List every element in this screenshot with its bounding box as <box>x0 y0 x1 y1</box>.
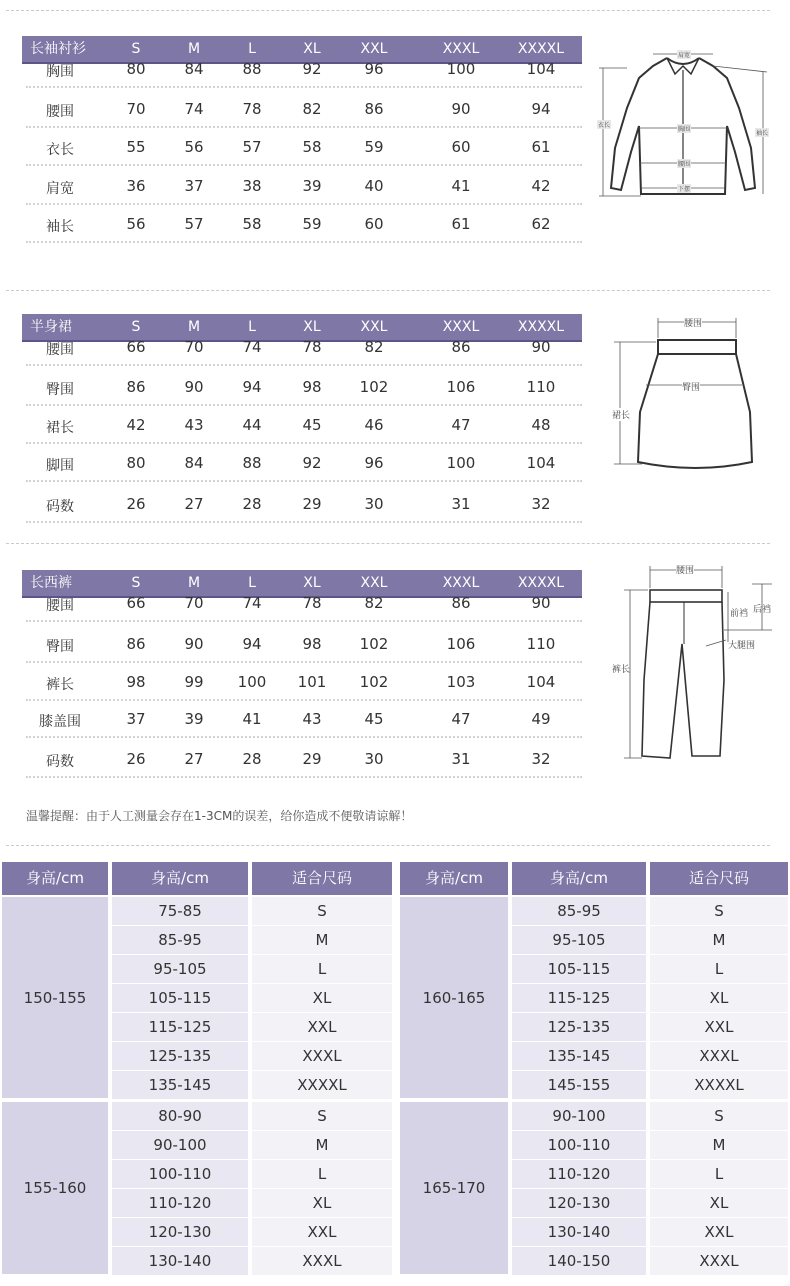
height-size-table <box>2 862 392 1286</box>
size-value-cell: 27 <box>184 750 204 768</box>
size-column-header: L <box>248 41 256 57</box>
size-value-cell: 74 <box>184 100 204 118</box>
row-separator <box>26 241 582 243</box>
row-separator <box>26 86 582 88</box>
size-row-label: 臀围 <box>46 639 74 655</box>
size-column-header: M <box>187 575 201 591</box>
row-separator <box>26 203 582 205</box>
size-value-cell: 60 <box>451 138 471 156</box>
height-range-cell: 75-85 <box>112 897 248 926</box>
size-value-cell: 104 <box>526 673 556 691</box>
size-value-cell: 43 <box>184 416 204 434</box>
size-value-cell: 74 <box>242 594 262 612</box>
size-value-cell: 94 <box>531 100 551 118</box>
size-value-cell: 90 <box>531 594 551 612</box>
shirt-waist-label: 腰围 <box>678 161 691 168</box>
fit-size-cell: L <box>650 1160 788 1189</box>
height-table-header: 身高/cm <box>112 862 248 895</box>
size-value-cell: 100 <box>237 673 267 691</box>
pants-back-rise-label: 后裆 <box>753 605 772 615</box>
row-separator <box>26 699 582 701</box>
height-range-cell: 120-130 <box>512 1189 646 1218</box>
pants-length-label: 裤长 <box>612 665 631 675</box>
fit-size-cell: S <box>252 1102 392 1131</box>
size-row-label: 臀围 <box>46 382 74 398</box>
size-value-cell: 92 <box>302 60 322 78</box>
size-value-cell: 28 <box>242 495 262 513</box>
row-separator <box>26 480 582 482</box>
row-separator <box>26 776 582 778</box>
size-value-cell: 104 <box>526 60 556 78</box>
fit-size-cell: XXL <box>252 1218 392 1247</box>
height-table-header: 身高/cm <box>2 862 108 895</box>
fit-size-cell: XXL <box>252 1013 392 1042</box>
size-value-cell: 90 <box>184 378 204 396</box>
size-value-cell: 26 <box>126 750 146 768</box>
size-value-cell: 58 <box>242 215 262 233</box>
size-value-cell: 94 <box>242 635 262 653</box>
size-value-cell: 70 <box>184 338 204 356</box>
size-value-cell: 61 <box>531 138 551 156</box>
size-value-cell: 78 <box>302 338 322 356</box>
size-value-cell: 27 <box>184 495 204 513</box>
fit-size-cell: M <box>650 1131 788 1160</box>
fit-size-cell: XXXL <box>252 1042 392 1071</box>
height-group-label: 160-165 <box>422 988 486 1007</box>
pants-waist-label: 腰围 <box>676 563 694 576</box>
size-value-cell: 47 <box>451 416 471 434</box>
size-value-cell: 101 <box>297 673 327 691</box>
size-value-cell: 31 <box>451 750 471 768</box>
section-divider <box>6 290 770 291</box>
height-range-cell: 100-110 <box>512 1131 646 1160</box>
pants-diagram <box>612 560 776 765</box>
size-value-cell: 43 <box>302 710 322 728</box>
height-group-cell <box>2 897 108 1098</box>
height-range-cell: 130-140 <box>112 1247 248 1276</box>
height-range-cell: 95-105 <box>512 926 646 955</box>
size-value-cell: 59 <box>364 138 384 156</box>
fit-size-cell: S <box>650 1102 788 1131</box>
size-value-cell: 56 <box>184 138 204 156</box>
size-value-cell: 29 <box>302 495 322 513</box>
row-separator <box>26 364 582 366</box>
size-table-title: 长袖衬衫 <box>30 41 86 57</box>
size-value-cell: 66 <box>126 338 146 356</box>
size-value-cell: 106 <box>446 378 476 396</box>
size-row-label: 码数 <box>46 754 74 770</box>
size-value-cell: 96 <box>364 60 384 78</box>
size-value-cell: 38 <box>242 177 262 195</box>
height-range-cell: 125-135 <box>112 1042 248 1071</box>
fit-size-cell: XXXXL <box>650 1071 788 1100</box>
size-value-cell: 40 <box>364 177 384 195</box>
size-row-label: 码数 <box>46 499 74 515</box>
fit-size-cell: L <box>252 1160 392 1189</box>
size-value-cell: 70 <box>126 100 146 118</box>
size-column-header: L <box>248 319 256 335</box>
fit-size-cell: XL <box>252 984 392 1013</box>
height-range-cell: 80-90 <box>112 1102 248 1131</box>
size-value-cell: 99 <box>184 673 204 691</box>
size-row-label: 腰围 <box>46 104 74 120</box>
size-value-cell: 45 <box>302 416 322 434</box>
size-column-header: XXL <box>360 319 388 335</box>
height-group-label: 155-160 <box>23 1179 87 1197</box>
height-group-label: 165-170 <box>422 1179 486 1197</box>
size-value-cell: 42 <box>531 177 551 195</box>
height-range-cell: 145-155 <box>512 1071 646 1100</box>
size-value-cell: 110 <box>526 378 556 396</box>
size-value-cell: 62 <box>531 215 551 233</box>
size-value-cell: 36 <box>126 177 146 195</box>
section-divider <box>6 845 770 846</box>
size-value-cell: 66 <box>126 594 146 612</box>
size-value-cell: 47 <box>451 710 471 728</box>
fit-size-cell: M <box>650 926 788 955</box>
size-value-cell: 86 <box>126 378 146 396</box>
size-table <box>22 570 582 800</box>
height-range-cell: 125-135 <box>512 1013 646 1042</box>
size-value-cell: 32 <box>531 495 551 513</box>
height-range-cell: 140-150 <box>512 1247 646 1276</box>
fit-size-cell: XL <box>650 984 788 1013</box>
size-value-cell: 104 <box>526 454 556 472</box>
size-value-cell: 100 <box>446 60 476 78</box>
size-value-cell: 30 <box>364 495 384 513</box>
height-table-header: 身高/cm <box>400 862 508 895</box>
height-range-cell: 135-145 <box>512 1042 646 1071</box>
height-table-header: 适合尺码 <box>252 862 392 895</box>
fit-size-cell: S <box>252 897 392 926</box>
size-value-cell: 84 <box>184 454 204 472</box>
fit-size-cell: L <box>650 955 788 984</box>
row-separator <box>26 404 582 406</box>
size-column-header: S <box>131 575 141 591</box>
fit-size-cell: XXXL <box>650 1042 788 1071</box>
size-value-cell: 92 <box>302 454 322 472</box>
shirt-sleeve-label: 袖长 <box>756 130 769 137</box>
size-row-label: 脚围 <box>46 458 74 474</box>
size-value-cell: 29 <box>302 750 322 768</box>
size-value-cell: 102 <box>359 378 389 396</box>
size-column-header: S <box>131 41 141 57</box>
size-value-cell: 46 <box>364 416 384 434</box>
size-value-cell: 37 <box>184 177 204 195</box>
size-value-cell: 94 <box>242 378 262 396</box>
size-table <box>22 36 582 266</box>
row-separator <box>26 661 582 663</box>
size-column-header: XXL <box>360 41 388 57</box>
size-value-cell: 28 <box>242 750 262 768</box>
height-range-cell: 115-125 <box>112 1013 248 1042</box>
size-value-cell: 80 <box>126 454 146 472</box>
size-column-header: XXXL <box>442 41 480 57</box>
size-column-header: S <box>131 319 141 335</box>
fit-size-cell: XXL <box>650 1013 788 1042</box>
row-separator <box>26 521 582 523</box>
size-value-cell: 98 <box>302 378 322 396</box>
pants-measurement-figure <box>612 560 776 765</box>
size-row-label: 腰围 <box>46 342 74 358</box>
height-table-header: 身高/cm <box>512 862 646 895</box>
size-value-cell: 86 <box>126 635 146 653</box>
size-row-label: 裤长 <box>46 677 74 693</box>
pants-thigh-label: 大腿围 <box>728 641 756 651</box>
size-value-cell: 44 <box>242 416 262 434</box>
size-column-header: XXXL <box>442 319 480 335</box>
size-value-cell: 58 <box>302 138 322 156</box>
size-value-cell: 78 <box>302 594 322 612</box>
size-value-cell: 61 <box>451 215 471 233</box>
height-range-cell: 130-140 <box>512 1218 646 1247</box>
height-group-cell <box>400 1102 508 1274</box>
size-column-header: XXXXL <box>517 41 565 57</box>
size-value-cell: 57 <box>184 215 204 233</box>
size-column-header: M <box>187 41 201 57</box>
height-range-cell: 105-115 <box>112 984 248 1013</box>
size-row-label: 腰围 <box>46 598 74 614</box>
size-value-cell: 55 <box>126 138 146 156</box>
row-separator <box>26 126 582 128</box>
size-value-cell: 82 <box>364 338 384 356</box>
shirt-measurement-figure <box>597 48 769 203</box>
size-row-label: 衣长 <box>46 142 74 158</box>
shirt-chest-label: 胸围 <box>678 126 691 133</box>
size-value-cell: 41 <box>451 177 471 195</box>
fit-size-cell: XL <box>650 1189 788 1218</box>
height-range-cell: 135-145 <box>112 1071 248 1100</box>
size-value-cell: 82 <box>364 594 384 612</box>
fit-size-cell: L <box>252 955 392 984</box>
height-range-cell: 115-125 <box>512 984 646 1013</box>
height-size-table <box>400 862 790 1286</box>
size-value-cell: 82 <box>302 100 322 118</box>
skirt-hip-label: 臀围 <box>682 380 700 393</box>
size-row-label: 膝盖围 <box>39 714 81 730</box>
top-divider <box>6 10 770 11</box>
size-value-cell: 96 <box>364 454 384 472</box>
size-column-header: XL <box>303 575 321 591</box>
row-separator <box>26 736 582 738</box>
size-value-cell: 57 <box>242 138 262 156</box>
skirt-diagram <box>606 312 756 484</box>
height-group-cell <box>2 1102 108 1274</box>
size-value-cell: 30 <box>364 750 384 768</box>
size-column-header: L <box>248 575 256 591</box>
fit-size-cell: M <box>252 1131 392 1160</box>
height-range-cell: 95-105 <box>112 955 248 984</box>
size-value-cell: 98 <box>302 635 322 653</box>
skirt-length-label: 裙长 <box>612 408 630 421</box>
size-value-cell: 86 <box>451 594 471 612</box>
shirt-shoulder-label: 肩宽 <box>678 52 691 59</box>
height-range-cell: 105-115 <box>512 955 646 984</box>
size-row-label: 袖长 <box>46 219 74 235</box>
size-column-header: XXXL <box>442 575 480 591</box>
fit-size-cell: XXXL <box>252 1247 392 1276</box>
size-column-header: XXXXL <box>517 575 565 591</box>
pants-front-rise-label: 前裆 <box>730 609 749 619</box>
size-value-cell: 59 <box>302 215 322 233</box>
size-value-cell: 56 <box>126 215 146 233</box>
height-range-cell: 90-100 <box>112 1131 248 1160</box>
size-value-cell: 100 <box>446 454 476 472</box>
fit-size-cell: XXL <box>650 1218 788 1247</box>
size-row-label: 裙长 <box>46 420 74 436</box>
size-value-cell: 48 <box>531 416 551 434</box>
height-range-cell: 110-120 <box>112 1189 248 1218</box>
size-value-cell: 90 <box>531 338 551 356</box>
size-row-label: 胸围 <box>46 64 74 80</box>
size-value-cell: 31 <box>451 495 471 513</box>
row-separator <box>26 442 582 444</box>
size-value-cell: 39 <box>184 710 204 728</box>
size-value-cell: 39 <box>302 177 322 195</box>
size-value-cell: 78 <box>242 100 262 118</box>
skirt-waist-label: 腰围 <box>684 316 702 329</box>
size-table <box>22 314 582 544</box>
row-separator <box>26 620 582 622</box>
height-table-header: 适合尺码 <box>650 862 788 895</box>
size-value-cell: 110 <box>526 635 556 653</box>
size-value-cell: 102 <box>359 673 389 691</box>
size-value-cell: 86 <box>451 338 471 356</box>
size-value-cell: 42 <box>126 416 146 434</box>
size-value-cell: 84 <box>184 60 204 78</box>
fit-size-cell: M <box>252 926 392 955</box>
height-group-label: 150-155 <box>23 988 87 1007</box>
shirt-length-label: 衣长 <box>598 122 611 129</box>
size-column-header: M <box>187 319 201 335</box>
size-value-cell: 41 <box>242 710 262 728</box>
size-value-cell: 90 <box>451 100 471 118</box>
measurement-note: 温馨提醒：由于人工测量会存在1-3CM的误差，给你造成不便敬请谅解！ <box>26 809 413 823</box>
size-value-cell: 90 <box>184 635 204 653</box>
size-value-cell: 60 <box>364 215 384 233</box>
fit-size-cell: XXXL <box>650 1247 788 1276</box>
fit-size-cell: XL <box>252 1189 392 1218</box>
size-value-cell: 86 <box>364 100 384 118</box>
height-range-cell: 100-110 <box>112 1160 248 1189</box>
size-column-header: XL <box>303 41 321 57</box>
size-column-header: XL <box>303 319 321 335</box>
height-range-cell: 90-100 <box>512 1102 646 1131</box>
size-value-cell: 98 <box>126 673 146 691</box>
size-value-cell: 37 <box>126 710 146 728</box>
height-range-cell: 110-120 <box>512 1160 646 1189</box>
size-value-cell: 26 <box>126 495 146 513</box>
size-table-title: 半身裙 <box>30 319 72 335</box>
size-value-cell: 45 <box>364 710 384 728</box>
height-range-cell: 85-95 <box>112 926 248 955</box>
size-row-label: 肩宽 <box>46 181 74 197</box>
size-value-cell: 106 <box>446 635 476 653</box>
height-range-cell: 85-95 <box>512 897 646 926</box>
skirt-measurement-figure <box>606 312 756 484</box>
size-column-header: XXXXL <box>517 319 565 335</box>
size-value-cell: 102 <box>359 635 389 653</box>
row-separator <box>26 164 582 166</box>
size-value-cell: 74 <box>242 338 262 356</box>
size-column-header: XXL <box>360 575 388 591</box>
size-value-cell: 88 <box>242 60 262 78</box>
size-value-cell: 32 <box>531 750 551 768</box>
height-group-cell <box>400 897 508 1098</box>
size-value-cell: 70 <box>184 594 204 612</box>
size-value-cell: 88 <box>242 454 262 472</box>
size-table-title: 长西裤 <box>30 575 72 591</box>
fit-size-cell: XXXXL <box>252 1071 392 1100</box>
height-range-cell: 120-130 <box>112 1218 248 1247</box>
size-value-cell: 49 <box>531 710 551 728</box>
fit-size-cell: S <box>650 897 788 926</box>
size-value-cell: 103 <box>446 673 476 691</box>
shirt-hem-label: 下摆 <box>678 186 691 193</box>
size-value-cell: 80 <box>126 60 146 78</box>
